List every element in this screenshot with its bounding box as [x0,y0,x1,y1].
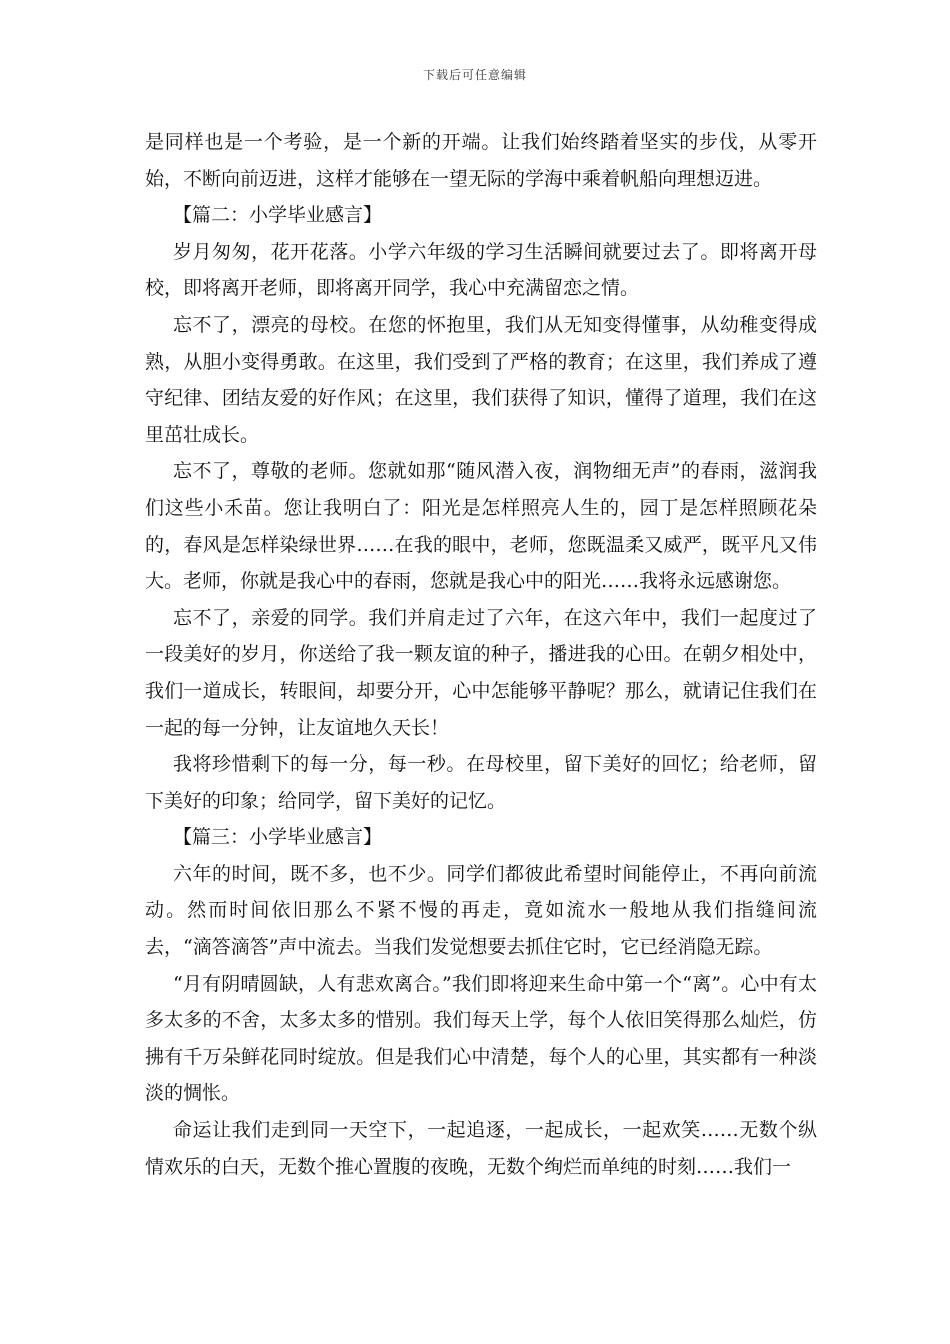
paragraph: “月有阴晴圆缺，人有悲欢离合。”我们即将迎来生命中第一个“离”。心中有太多太多的不舍，太多太多的惜别。我们每天上学，每个人依旧笑得那么灿烂，仿拂有千万朵鲜花同时绽放。但是我们心中清楚，每个人的心里，其实都有一种淡淡的惆怅。 [145,972,817,1105]
paragraph: 忘不了，尊敬的老师。您就如那“随风潜入夜，润物细无声”的春雨，滋润我们这些小禾苗。您让我明白了：阳光是怎样照亮人生的，园丁是怎样照顾花朵的，春风是怎样染绿世界……在我的眼中，老师，您既温柔又威严，既平凡又伟大。老师，你就是我心中的春雨，您就是我心中的阳光……我将永远感谢您。 [145,460,817,593]
document-body [145,124,817,1185]
section-heading: 【篇二：小学毕业感言】 [173,204,383,227]
paragraph: 是同样也是一个考验，是一个新的开端。让我们始终踏着坚实的步伐，从零开始，不断向前迈进，这样才能够在一望无际的学海中乘着帆船向理想迈进。 [145,131,817,190]
page-header: 下载后可任意编辑 [422,68,527,82]
paragraph: 忘不了，亲爱的同学。我们并肩走过了六年，在这六年中，我们一起度过了一段美好的岁月，你送给了我一颗友谊的种子，播进我的心田。在朝夕相处中，我们一道成长，转眼间，却要分开，心中怎能够平静呢？那么，就请记住我们在一起的每一分钟，让友谊地久天长！ [145,606,817,739]
section-heading: 【篇三：小学毕业感言】 [173,826,383,849]
paragraph: 命运让我们走到同一天空下，一起追逐，一起成长，一起欢笑……无数个纵情欢乐的白天，无数个推心置腹的夜晚，无数个绚烂而单纯的时刻……我们一 [145,1119,817,1178]
paragraph: 忘不了，漂亮的母校。在您的怀抱里，我们从无知变得懂事，从幼稚变得成熟，从胆小变得勇敢。在这里，我们受到了严格的教育；在这里，我们养成了遵守纪律、团结友爱的好作风；在这里，我们获得了知识，懂得了道理，我们在这里茁壮成长。 [145,313,817,446]
paragraph: 岁月匆匆，花开花落。小学六年级的学习生活瞬间就要过去了。即将离开母校，即将离开老师，即将离开同学，我心中充满留恋之情。 [145,240,817,300]
paragraph: 六年的时间，既不多，也不少。同学们都彼此希望时间能停止，不再向前流动。然而时间依旧那么不紧不慢的再走，竟如流水一般地从我们指缝间流去，“滴答滴答”声中流去。当我们发觉想要去抓住它时，它已经消隐无踪。 [145,862,817,959]
paragraph: 我将珍惜剩下的每一分，每一秒。在母校里，留下美好的回忆；给老师，留下美好的印象；给同学，留下美好的记忆。 [145,753,817,812]
